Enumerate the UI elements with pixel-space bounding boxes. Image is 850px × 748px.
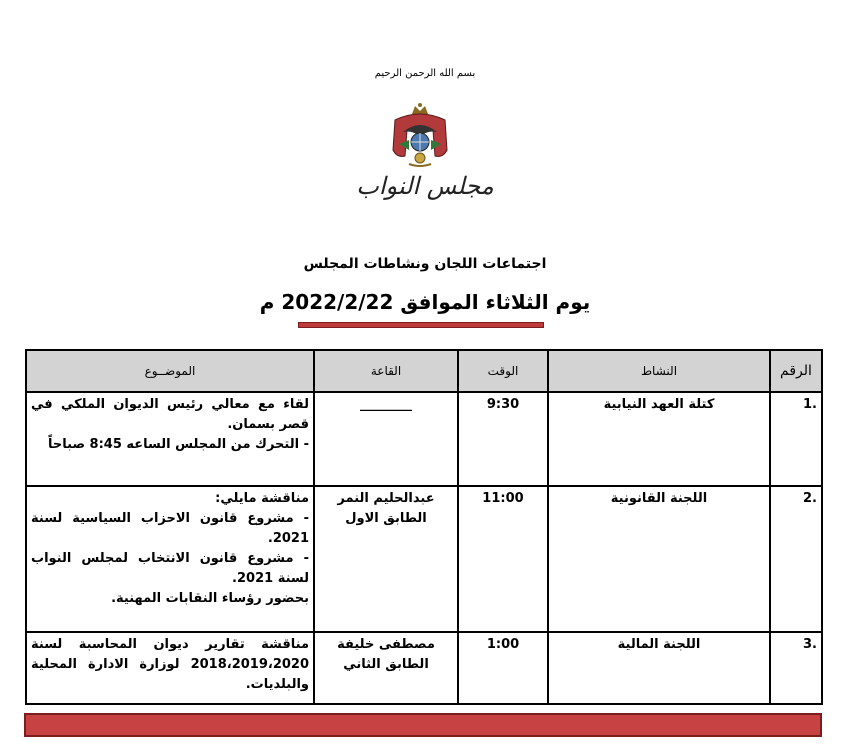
footer-bar bbox=[24, 713, 822, 737]
row-hall: مصطفى خليفة الطابق الثاني bbox=[314, 632, 458, 704]
header-activity: النشاط bbox=[548, 350, 770, 392]
document-date: يوم الثلاثاء الموافق 2022/2/22 م bbox=[259, 290, 591, 314]
row-num: .3 bbox=[770, 632, 822, 704]
parliament-logo-text: مجلس النواب bbox=[356, 172, 494, 200]
subject-line: - مشروع قانون الاحزاب السياسية لسنة 2021. bbox=[31, 511, 309, 546]
row-time: 1:00 bbox=[458, 632, 548, 704]
subject-line: - مشروع قانون الانتخاب لمجلس النواب لسنة 2021. bbox=[31, 551, 309, 586]
row-activity: اللجنة المالية bbox=[548, 632, 770, 704]
row-hall: ________ bbox=[314, 392, 458, 486]
table-header-row bbox=[26, 350, 822, 392]
subject-line: مناقشة تقارير ديوان المحاسبة لسنة 2018،2019،2020 لوزارة الادارة المحلية والبلديات. bbox=[31, 637, 309, 692]
row-time: 9:30 bbox=[458, 392, 548, 486]
row-subject bbox=[26, 392, 314, 486]
subject-line: لقاء مع معالي رئيس الديوان الملكي في قصر بسمان. bbox=[31, 397, 309, 432]
table-row bbox=[26, 392, 822, 486]
row-time: 11:00 bbox=[458, 486, 548, 632]
subject-line: - التحرك من المجلس الساعه 8:45 صباحاً bbox=[48, 437, 309, 452]
document-title: اجتماعات اللجان ونشاطات المجلس bbox=[303, 256, 547, 272]
subject-line: مناقشة مايلي: bbox=[215, 491, 309, 506]
schedule-table bbox=[25, 349, 823, 705]
row-activity: اللجنة القانونية bbox=[548, 486, 770, 632]
row-num: .2 bbox=[770, 486, 822, 632]
jordan-coat-of-arms-icon bbox=[385, 100, 455, 170]
table-row bbox=[26, 632, 822, 704]
row-hall: عبدالحليم النمر الطابق الاول bbox=[314, 486, 458, 632]
row-num: .1 bbox=[770, 392, 822, 486]
header-num: الرقم bbox=[770, 350, 822, 392]
date-underline-bar bbox=[298, 322, 544, 328]
row-subject bbox=[26, 632, 314, 704]
row-activity: كتلة العهد النيابية bbox=[548, 392, 770, 486]
row-subject bbox=[26, 486, 314, 632]
header-subject: الموضــوع bbox=[26, 350, 314, 392]
table-row bbox=[26, 486, 822, 632]
header-time: الوقت bbox=[458, 350, 548, 392]
basmala: بسم الله الرحمن الرحيم bbox=[374, 68, 476, 79]
header-hall: القاعة bbox=[314, 350, 458, 392]
subject-line: بحضور رؤساء النقابات المهنية. bbox=[111, 591, 309, 606]
